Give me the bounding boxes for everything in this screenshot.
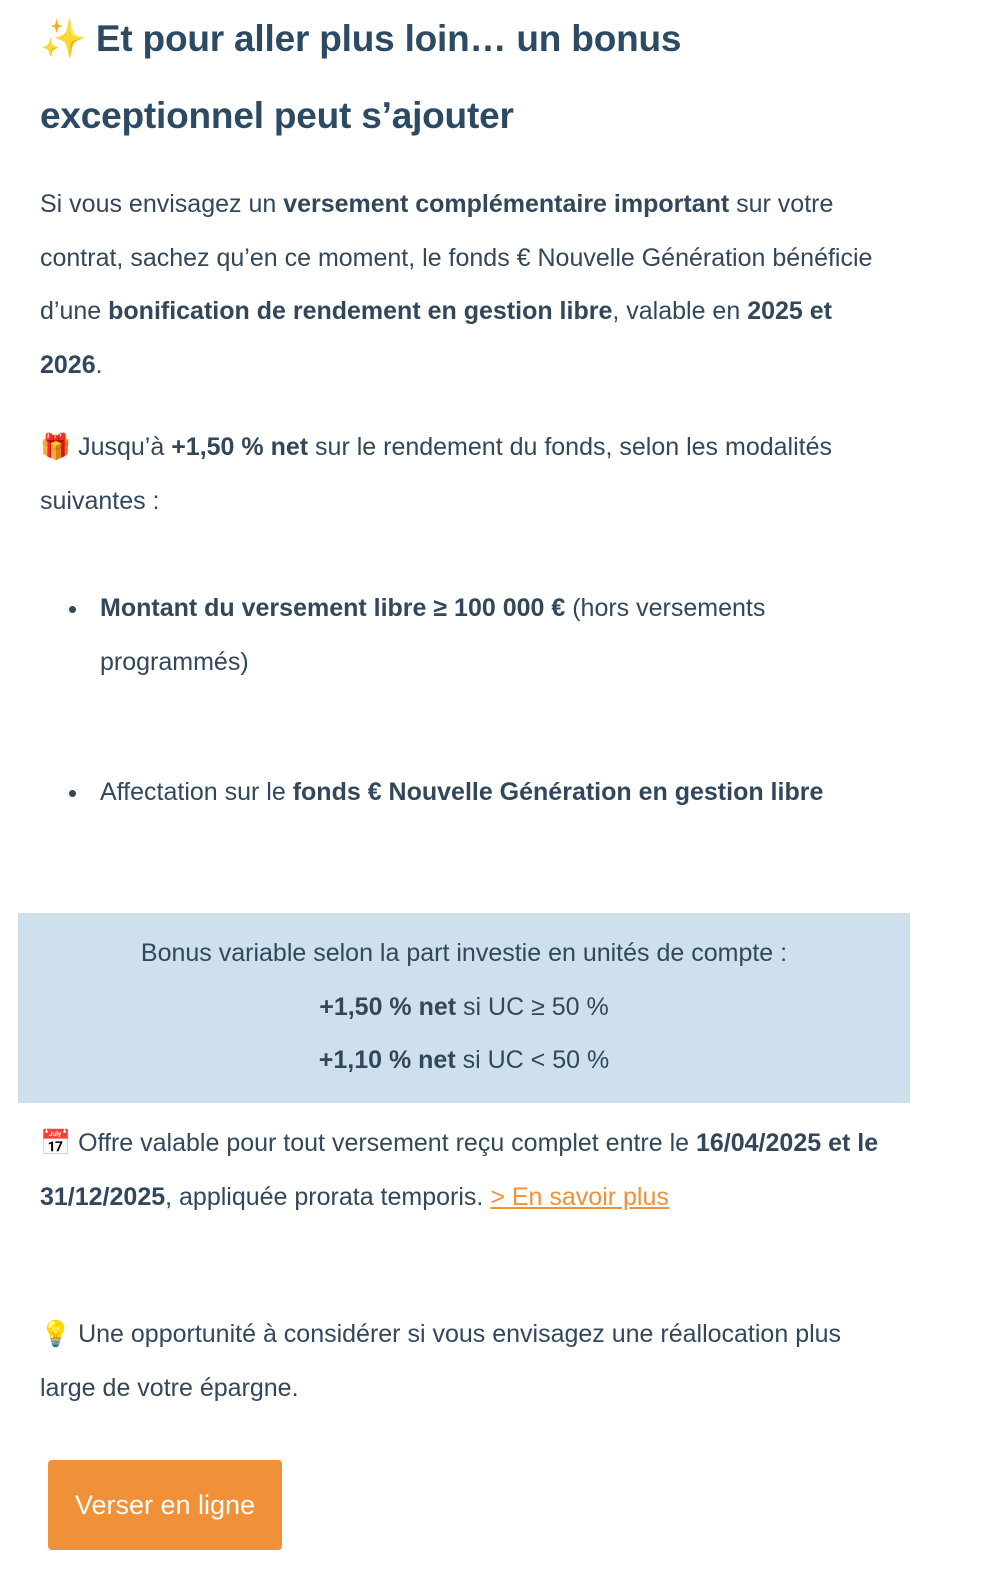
tip-paragraph	[40, 1308, 890, 1415]
intro-emphasis: 2025 et 2026	[40, 297, 832, 379]
intro-text: , valable en	[612, 297, 748, 326]
heading-text: Et pour aller plus loin… un bonus exceptionnel peut s’ajouter	[40, 18, 682, 136]
bonus-tier	[18, 1034, 910, 1088]
gift-text: sur le rendement du fonds, selon les modalités suivantes :	[40, 433, 832, 515]
list-item	[40, 766, 890, 820]
condition-emphasis: Montant du versement libre ≥ 100 000 €	[100, 594, 566, 622]
bonus-callout	[18, 913, 910, 1103]
bonus-rate: +1,10 % net	[318, 1046, 456, 1075]
sparkles-icon: ✨	[40, 18, 86, 59]
bonus-rate: +1,50 % net	[319, 992, 457, 1021]
offer-dates: 16/04/2025 et le 31/12/2025	[40, 1129, 879, 1211]
lightbulb-icon: 💡	[40, 1320, 72, 1348]
condition-text: Affectation sur le	[100, 778, 293, 806]
condition-text: (hors versements programmés)	[100, 594, 766, 676]
intro-emphasis: versement complémentaire important	[283, 190, 730, 218]
section-heading	[40, 0, 900, 154]
pay-online-button[interactable]: Verser en ligne	[48, 1460, 282, 1550]
gift-paragraph	[40, 421, 890, 528]
offer-text: Offre valable pour tout versement reçu complet entre le	[71, 1129, 696, 1157]
intro-text: .	[95, 350, 103, 379]
intro-paragraph	[40, 178, 890, 392]
gift-text: Jusqu’à	[71, 433, 172, 461]
bonus-condition: si UC ≥ 50 %	[456, 992, 609, 1021]
offer-paragraph	[40, 1117, 890, 1224]
bonus-condition: si UC < 50 %	[455, 1046, 610, 1075]
gift-emphasis: +1,50 % net	[171, 433, 309, 461]
offer-text: , appliquée prorata temporis.	[165, 1182, 491, 1211]
calendar-icon: 📅	[40, 1129, 72, 1157]
link-text: En savoir plus	[511, 1182, 669, 1211]
bonus-tier	[18, 981, 910, 1035]
learn-more-link[interactable]	[490, 1183, 669, 1211]
condition-emphasis: fonds € Nouvelle Génération en gestion libre	[292, 778, 824, 806]
tip-text: Une opportunité à considérer si vous envisagez une réallocation plus large de votre épargne.	[40, 1320, 842, 1402]
list-item	[40, 582, 890, 689]
intro-text: sur votre contrat, sachez qu’en ce moment, le fonds € Nouvelle Génération bénéficie d’une	[40, 190, 873, 326]
intro-text: Si vous envisagez un	[40, 190, 284, 218]
bullet-icon	[69, 790, 76, 797]
intro-emphasis: bonification de rendement en gestion libre	[108, 297, 613, 326]
gift-icon: 🎁	[40, 433, 72, 461]
link-arrow: >	[490, 1182, 505, 1211]
bullet-icon	[69, 606, 76, 613]
bonus-intro: Bonus variable selon la part investie en unités de compte :	[140, 939, 788, 967]
